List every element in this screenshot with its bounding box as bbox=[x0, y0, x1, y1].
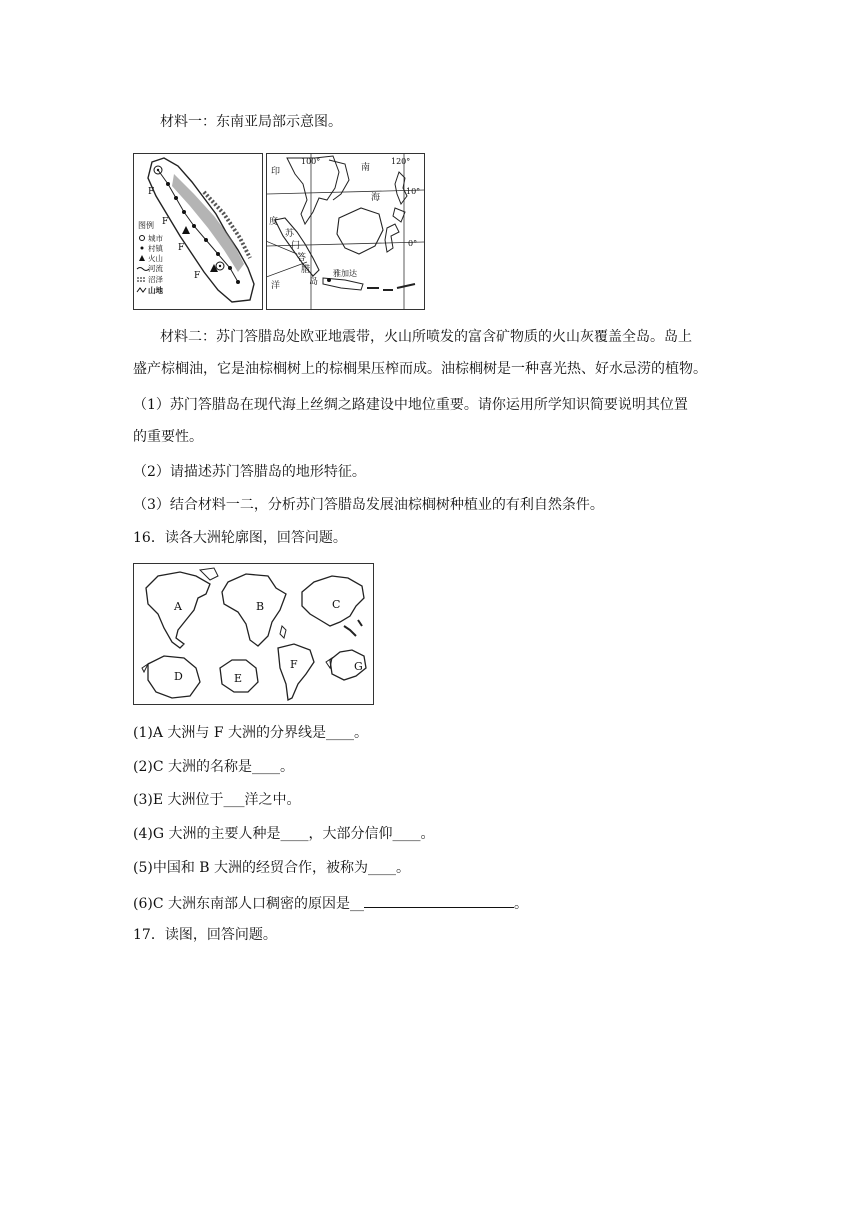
legend-title: 图例 bbox=[138, 221, 154, 230]
legend-river: 河流 bbox=[148, 264, 163, 273]
svg-text:F: F bbox=[194, 271, 201, 281]
label-yin: 印 bbox=[271, 167, 281, 177]
continent-label-d: D bbox=[174, 670, 183, 683]
label-nan: 南 bbox=[361, 163, 371, 173]
svg-text:F: F bbox=[148, 187, 155, 197]
legend-volcano: 火山 bbox=[148, 254, 163, 263]
sumatra-detail-map bbox=[133, 153, 263, 310]
continent-label-f: F bbox=[290, 658, 298, 671]
label-jakarta: 雅加达 bbox=[333, 269, 357, 278]
lon-100: 100° bbox=[301, 157, 321, 166]
q16-title: 16．读各大洲轮廓图，回答问题。 bbox=[133, 530, 347, 546]
q15-part1-line1: （1）苏门答腊岛在现代海上丝绸之路建设中地位重要。请你运用所学知识简要说明其位置 bbox=[133, 397, 688, 413]
label-hai: 海 bbox=[371, 193, 381, 203]
q16-sub6 bbox=[133, 893, 528, 913]
label-du: 度 bbox=[269, 217, 279, 227]
label-men: 门 bbox=[291, 241, 301, 251]
answer-blank[interactable] bbox=[364, 893, 514, 908]
label-la: 腊 bbox=[301, 265, 311, 275]
continent-label-e: E bbox=[234, 672, 243, 685]
continent-label-b: B bbox=[256, 600, 265, 613]
q16-sub6-end: 。 bbox=[514, 896, 528, 912]
legend-city: 城市 bbox=[148, 234, 163, 243]
legend-swamp: 沼泽 bbox=[148, 275, 163, 284]
label-su: 苏 bbox=[285, 229, 295, 239]
q17-title: 17．读图，回答问题。 bbox=[133, 927, 277, 943]
svg-text:F: F bbox=[178, 243, 185, 253]
material2-line1: 材料二：苏门答腊岛处欧亚地震带，火山所喷发的富含矿物质的火山灰覆盖全岛。岛上 bbox=[160, 329, 692, 345]
lat-10: 10° bbox=[406, 187, 421, 196]
q15-part2: （2）请描述苏门答腊岛的地形特征。 bbox=[133, 464, 366, 480]
southeast-asia-map bbox=[266, 153, 425, 310]
q16-sub2: (2)C 大洲的名称是____。 bbox=[133, 759, 294, 775]
q16-sub3: (3)E 大洲位于___洋之中。 bbox=[133, 792, 301, 808]
label-yang: 洋 bbox=[271, 281, 281, 291]
legend-mountain: 山地 bbox=[148, 286, 163, 295]
continent-label-a: A bbox=[174, 600, 182, 613]
continent-label-c: C bbox=[332, 598, 341, 611]
label-dao: 岛 bbox=[309, 277, 319, 287]
q16-sub5: (5)中国和 B 大洲的经贸合作，被称为____。 bbox=[133, 860, 411, 876]
q16-sub4: (4)G 大洲的主要人种是____，大部分信仰____。 bbox=[133, 826, 435, 842]
material1-caption: 材料一：东南亚局部示意图。 bbox=[160, 114, 342, 130]
continent-label-g: G bbox=[354, 660, 363, 673]
q16-sub1: (1)A 大洲与 F 大洲的分界线是____。 bbox=[133, 725, 369, 741]
svg-text:F: F bbox=[162, 217, 169, 227]
label-da: 答 bbox=[297, 253, 307, 263]
q16-sub6-text: (6)C 大洲东南部人口稠密的原因是__ bbox=[133, 896, 364, 912]
continents-outline-map bbox=[133, 563, 374, 705]
q15-part3: （3）结合材料一二，分析苏门答腊岛发展油棕榈树种植业的有利自然条件。 bbox=[133, 497, 604, 513]
material2-line2: 盛产棕榈油，它是油棕榈树上的棕榈果压榨而成。油棕榈树是一种喜光热、好水忌涝的植物。 bbox=[133, 361, 707, 377]
legend-town: 村镇 bbox=[148, 244, 163, 253]
lat-0: 0° bbox=[408, 239, 418, 248]
lon-120: 120° bbox=[391, 157, 411, 166]
q15-part1-line2: 的重要性。 bbox=[133, 429, 203, 445]
